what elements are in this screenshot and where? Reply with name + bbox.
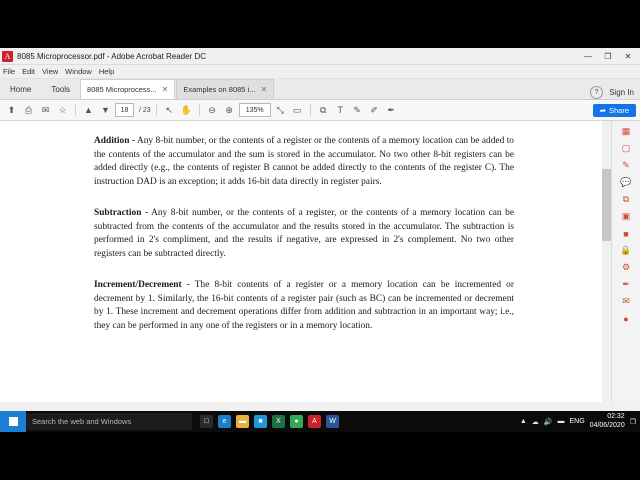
- paragraph-subtraction: [94, 207, 514, 261]
- search-input[interactable]: Search the web and Windows: [26, 413, 192, 430]
- tab-examples-on-8085[interactable]: [176, 79, 274, 99]
- draw-icon[interactable]: ✐: [370, 104, 378, 115]
- menu-item-view[interactable]: View: [42, 67, 59, 76]
- taskbar-apps: [200, 415, 339, 428]
- fill-sign-icon[interactable]: ✒: [622, 279, 630, 289]
- toolbar-divider: [75, 104, 76, 116]
- tools-rail: [611, 121, 640, 402]
- clock[interactable]: [590, 413, 625, 430]
- system-tray: [520, 413, 640, 430]
- letterbox-bottom: [0, 432, 640, 480]
- language-indicator[interactable]: ENG: [569, 418, 585, 425]
- export-pdf-icon[interactable]: ▦: [621, 126, 631, 136]
- tools-tab[interactable]: Tools: [51, 84, 71, 94]
- redact-icon[interactable]: ■: [623, 228, 629, 239]
- paragraph-heading: Subtraction -: [94, 208, 149, 218]
- zoom-level-input[interactable]: 135%: [239, 103, 271, 117]
- desktop-screen: [0, 48, 640, 432]
- fit-width-icon[interactable]: ⤡: [276, 104, 284, 115]
- paragraph-addition: [94, 135, 514, 189]
- comment-icon[interactable]: 💬: [620, 177, 632, 187]
- paragraph-body: Any 8-bit number, or the contents of a register or the contents of a memory location can be added to the contents of the accumulator and the sum is stored in the accumulator. No two other 8-bit registers can be added directly (e.g., the contents of register B cannot be added directly to the contents of the register C). The instruction DAD is an exception; it adds 16-bit data directly in register pairs.: [94, 136, 514, 187]
- signin-area: [590, 86, 640, 99]
- email-icon[interactable]: ✉: [41, 104, 50, 115]
- tab-8085-microprocessor[interactable]: [80, 79, 175, 99]
- menu-bar: [0, 65, 640, 79]
- cloud-icon[interactable]: ☁: [531, 418, 539, 426]
- window-controls: [578, 49, 638, 64]
- help-icon[interactable]: ?: [590, 86, 603, 99]
- paragraph-heading: Increment/Decrement -: [94, 280, 190, 290]
- share-label: Share: [608, 105, 629, 115]
- document-tab-bar: [0, 79, 640, 100]
- store-icon[interactable]: ■: [254, 415, 267, 428]
- add-text-icon[interactable]: T: [337, 105, 343, 115]
- share-icon: ➦: [599, 105, 606, 115]
- file-explorer-icon[interactable]: ▬: [236, 415, 249, 428]
- vertical-scrollbar-track[interactable]: [602, 121, 611, 402]
- zoom-in-icon[interactable]: ⊕: [225, 104, 233, 115]
- sign-icon[interactable]: ✒: [387, 104, 395, 115]
- more-tools-icon[interactable]: ●: [623, 313, 629, 324]
- vertical-scrollbar-thumb[interactable]: [602, 169, 611, 241]
- highlight-icon[interactable]: ✎: [353, 104, 361, 115]
- minimize-button[interactable]: —: [584, 51, 592, 61]
- comment-icon[interactable]: ⧉: [319, 104, 327, 115]
- send-for-signature-icon[interactable]: ✉: [622, 296, 630, 306]
- close-icon[interactable]: ✕: [161, 85, 169, 94]
- edit-pdf-icon[interactable]: ✎: [622, 160, 630, 170]
- letterbox-top: [0, 0, 640, 48]
- create-pdf-icon[interactable]: ▢: [621, 143, 631, 153]
- page-number-input[interactable]: 18: [115, 103, 134, 117]
- star-icon[interactable]: ☆: [58, 104, 67, 115]
- pdf-page: [38, 121, 566, 402]
- adobe-acrobat-icon: A: [2, 51, 13, 62]
- protect-icon[interactable]: 🔒: [620, 245, 632, 255]
- toolbar-divider: [199, 104, 200, 116]
- notification-icon[interactable]: ❐: [629, 418, 636, 426]
- word-icon[interactable]: W: [326, 415, 339, 428]
- tab-label: 8085 Microprocess...: [87, 85, 157, 94]
- tab-label: Examples on 8085 i...: [183, 85, 256, 94]
- chrome-icon[interactable]: ●: [290, 415, 303, 428]
- page-fit-icon[interactable]: ▭: [292, 104, 302, 115]
- paragraph-heading: Addition -: [94, 136, 136, 146]
- hand-tool-icon[interactable]: ✋: [180, 104, 192, 115]
- toolbar-divider: [156, 104, 157, 116]
- paragraph-increment-decrement: [94, 279, 514, 333]
- window-title-bar: [0, 48, 640, 65]
- windows-taskbar: [0, 411, 640, 432]
- combine-files-icon[interactable]: ⧉: [622, 194, 630, 204]
- zoom-out-icon[interactable]: ⊖: [208, 104, 216, 115]
- share-button[interactable]: [593, 104, 636, 117]
- command-toolbar: [0, 100, 640, 121]
- network-icon[interactable]: ▬: [557, 418, 565, 425]
- paragraph-body: Any 8-bit number, or the contents of a register, or the contents of a memory location can be subtracted from the contents of the accumulator and the results stored in the accumulator. The subtraction is performed in 2's compliment, and the results if negative, are expressed in 2's complement. No two other registers can be subtracted directly.: [94, 208, 514, 259]
- paragraph-body: The 8-bit contents of a register or a memory location can be incremented or decrement by 1. Similarly, the 16-bit contents of a register pair (such as BC) can be incremented or decrement by 1. These increment and decrement operations differ from addition and subtraction in an important way; i.e., they can be performed in any one of the registers or in a memory location.: [94, 280, 514, 331]
- close-icon[interactable]: ✕: [260, 85, 268, 94]
- menu-item-file[interactable]: File: [3, 67, 16, 76]
- close-button[interactable]: ✕: [624, 51, 632, 61]
- chevron-up-icon[interactable]: ▲: [519, 418, 527, 425]
- document-view[interactable]: [0, 121, 640, 402]
- save-icon[interactable]: ⬆: [7, 104, 16, 115]
- maximize-button[interactable]: ❐: [604, 51, 612, 61]
- window-title: 8085 Microprocessor.pdf - Adobe Acrobat Reader DC: [17, 51, 206, 61]
- sign-in-button[interactable]: Sign In: [609, 88, 634, 97]
- optimize-pdf-icon[interactable]: ⚙: [621, 262, 631, 272]
- home-tab[interactable]: Home: [10, 84, 32, 94]
- acrobat-icon[interactable]: A: [308, 415, 321, 428]
- print-icon[interactable]: ⎙: [24, 104, 33, 115]
- volume-icon[interactable]: 🔊: [543, 418, 553, 426]
- select-tool-icon[interactable]: ↖: [165, 104, 173, 115]
- excel-icon[interactable]: X: [272, 415, 285, 428]
- page-total-label: / 23: [139, 106, 151, 114]
- windows-start-icon[interactable]: [0, 411, 26, 432]
- menu-item-edit[interactable]: Edit: [22, 67, 36, 76]
- edge-icon[interactable]: e: [218, 415, 231, 428]
- menu-item-help[interactable]: Help: [98, 67, 115, 76]
- clock-time: 02:32: [607, 413, 625, 420]
- previous-page-icon[interactable]: ▲: [84, 105, 93, 115]
- menu-item-window[interactable]: Window: [65, 67, 92, 76]
- toolbar-divider: [310, 104, 311, 116]
- next-page-icon[interactable]: ▼: [101, 105, 110, 115]
- task-view-icon[interactable]: □: [200, 415, 213, 428]
- organize-pages-icon[interactable]: ▣: [621, 211, 631, 221]
- clock-date: 04/06/2020: [589, 421, 625, 429]
